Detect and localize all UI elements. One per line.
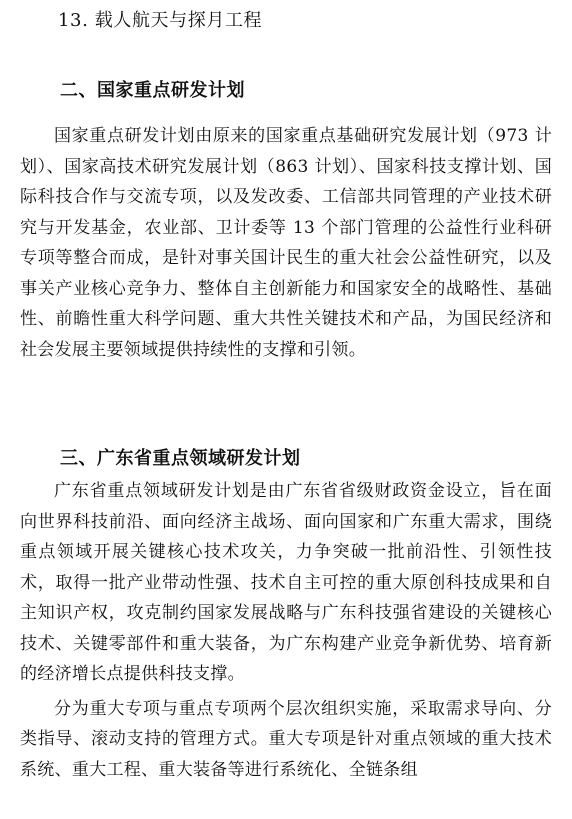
- section-national-key-rd-plan: [20, 76, 552, 365]
- section-heading: 三、广东省重点领域研发计划: [60, 448, 301, 469]
- section-paragraph: 广东省重点领域研发计划是由广东省省级财政资金设立，旨在面向世界科技前沿、面向经济主战场、面向国家和广东重大需求，围绕重点领域开展关键核心技术攻关，力争突破一批前沿性、引领性技术，取得一批产业带动性强、技术自主可控的重大原创科技成果和自主知识产权，攻克制约国家发展战略与广东科技强省建设的关键核心技术、关键零部件和重大装备，为广东构建产业竞争新优势、培育新的经济增长点提供科技支撑。: [20, 481, 552, 684]
- section-paragraph: 分为重大专项与重点专项两个层次组织实施，采取需求导向、分类指导、滚动支持的管理方式。重大专项是针对重点领域的重大技术系统、重大工程、重大装备等进行系统化、全链条组: [20, 698, 552, 780]
- section-heading: 二、国家重点研发计划: [60, 80, 245, 101]
- section-guangdong-key-area-rd-plan: [20, 444, 552, 785]
- list-item-13: 13. 载人航天与探月工程: [58, 10, 263, 31]
- section-paragraph: 国家重点研发计划由原来的国家重点基础研究发展计划（973 计划）、国家高技术研究发展计划（863 计划）、国家科技支撑计划、国际科技合作与交流专项，以及发改委、工信部共同管理的产业技术研究与开发基金，农业部、卫计委等 13 个部门管理的公益性行业科研专项等整合而成，是针对事关国计民生的重大社会公益性研究，以及事关产业核心竞争力、整体自主创新能力和国家安全的战略性、基础性、前瞻性重大科学问题、重大共性关键技术和产品，为国民经济和社会发展主要领域提供持续性的支撑和引领。: [20, 126, 552, 360]
